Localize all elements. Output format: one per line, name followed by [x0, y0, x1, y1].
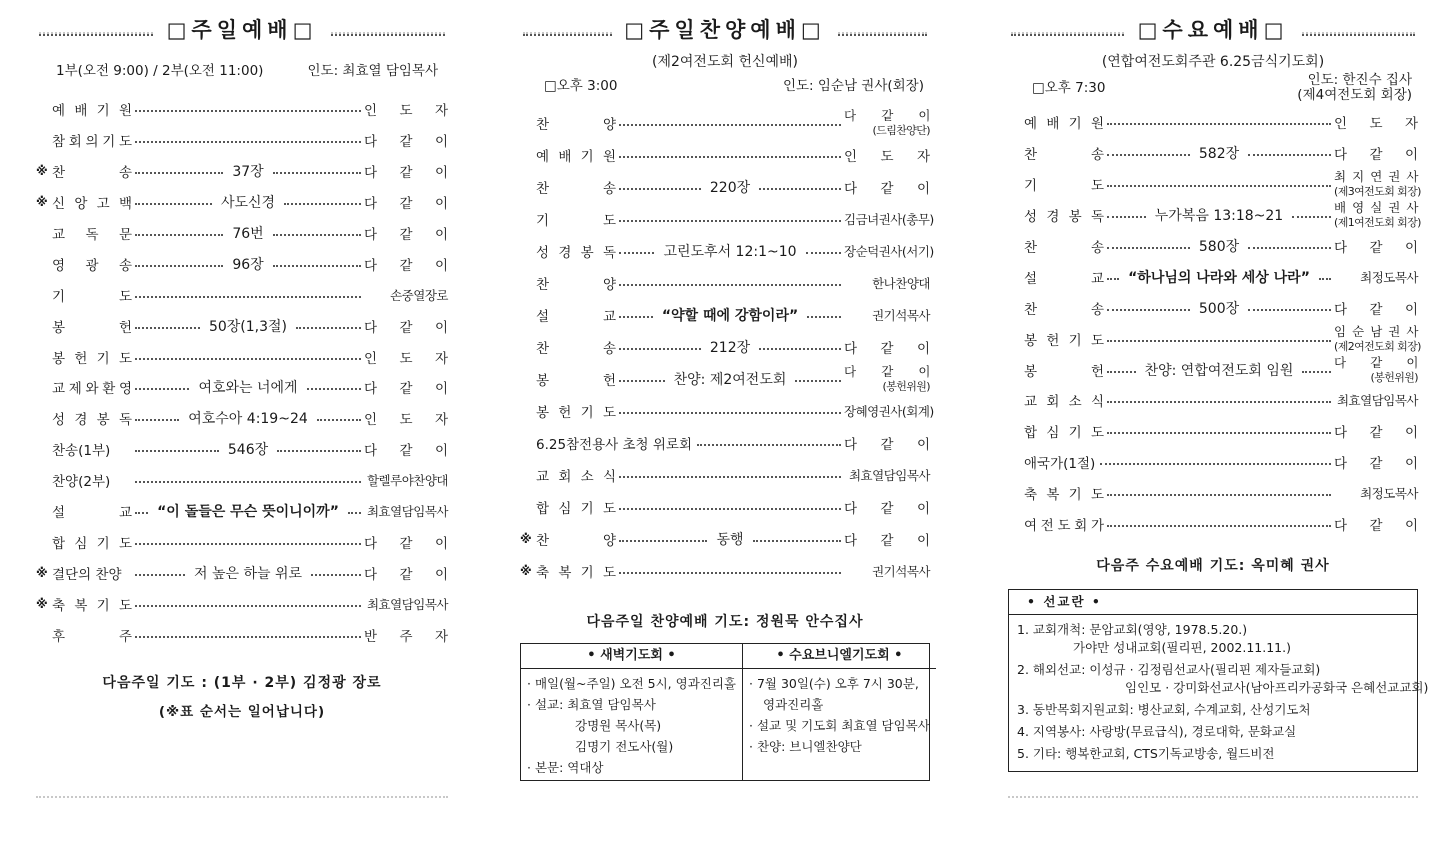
- item-leader: 한나찬양대: [872, 276, 930, 291]
- item-detail: 546장: [222, 439, 274, 459]
- leader-dots: [1107, 247, 1190, 249]
- leader-dots: [277, 450, 361, 452]
- order-item: [1008, 416, 1418, 447]
- mission-line-cont: 가야만 성내교회(필리핀, 2002.11.11.): [1073, 640, 1291, 656]
- item-label: 성 경 봉 독: [536, 245, 616, 261]
- leader-dots: [759, 348, 841, 350]
- box-line: · 본문: 역대상: [527, 760, 604, 775]
- order-item: [36, 310, 448, 341]
- box-title: • 새벽기도회 •: [521, 644, 742, 669]
- leader-dots: [1248, 309, 1331, 311]
- box-line: · 설교 및 기도회 최효열 담임목사: [749, 718, 930, 733]
- leader-dots: [135, 203, 212, 205]
- item-label: 예 배 기 원: [536, 149, 616, 165]
- order-item: [1008, 169, 1421, 200]
- item-leader: 인 도 자: [364, 350, 448, 367]
- item-label: 결단의 찬양: [52, 566, 122, 583]
- leader-dots: [619, 348, 701, 350]
- item-leader: 다 같 이: [1334, 518, 1418, 535]
- box-line: 강명원 목사(목): [575, 718, 662, 733]
- item-detail: 사도신경: [215, 192, 281, 212]
- mission-title: • 선교란 •: [1009, 590, 1417, 615]
- order-item: [1008, 261, 1418, 292]
- order-item: [1008, 447, 1418, 478]
- item-leader: 반 주 자: [364, 628, 448, 645]
- item-leader: 장순덕권사(서기): [844, 244, 934, 259]
- leader-dots: [619, 476, 841, 478]
- item-leader: 다 같 이: [844, 533, 930, 549]
- item-label: 합 심 기 도: [536, 501, 616, 517]
- item-detail: 500장: [1193, 298, 1245, 318]
- item-label: 합 심 기 도: [52, 535, 132, 552]
- item-leader: 다 같 이: [364, 443, 448, 460]
- item-label: 찬 송: [536, 181, 616, 197]
- leader-dots: [1107, 278, 1119, 280]
- item-detail: 누가복음 13:18~21: [1149, 205, 1289, 225]
- order-item: [1008, 323, 1421, 354]
- leader-dots: [284, 203, 361, 205]
- item-label: 예 배 기 원: [1024, 116, 1104, 133]
- leader-dots: [135, 358, 361, 360]
- item-label: 교 회 소 식: [1024, 394, 1104, 411]
- leader-dots: [697, 444, 841, 446]
- item-leader: 인 도 자: [1334, 116, 1418, 133]
- leader-dots: [619, 220, 841, 222]
- order-item: [36, 526, 448, 557]
- order-item: [520, 299, 930, 331]
- item-leader: 다 같 이: [364, 257, 448, 274]
- item-label: 찬 송: [1024, 240, 1104, 256]
- sunday-praise-column: [520, 0, 934, 781]
- item-label: 찬 양: [536, 277, 616, 293]
- box-title: • 수요브니엘기도회 •: [743, 644, 936, 669]
- next-week-prayer: 다음주일 찬양예배 기도: 정원묵 안수집사: [586, 614, 864, 630]
- order-item: [36, 588, 448, 619]
- item-leader: 다 같 이 (봉헌위원): [844, 364, 930, 393]
- leader-dots: [619, 572, 841, 574]
- item-detail: 37장: [226, 161, 269, 181]
- item-leader: 다 같 이: [364, 566, 448, 583]
- item-leader: 다 같 이: [844, 501, 930, 517]
- item-leader: 손중열장로: [390, 287, 448, 303]
- leader-dots: [619, 540, 707, 542]
- order-item: [520, 331, 930, 363]
- item-label: 교 회 소 식: [536, 469, 616, 485]
- item-leader: 다 같 이: [844, 437, 930, 453]
- leader-dots: [135, 636, 361, 638]
- wednesday-prayer-box: [742, 644, 936, 780]
- item-label: 봉 헌: [52, 319, 132, 336]
- order-item: [1008, 292, 1418, 323]
- order-item: [520, 139, 930, 171]
- leader-dots: [273, 265, 361, 267]
- item-detail: 여호수아 4:19~24: [182, 408, 314, 428]
- prayer-meetings: [520, 643, 930, 781]
- item-label: 축 복 기 도: [1024, 487, 1104, 504]
- order-item: [1008, 107, 1418, 138]
- item-label: 봉 헌: [1024, 363, 1104, 380]
- item-detail: 저 높은 하늘 위로: [188, 563, 308, 583]
- leader-dots: [135, 110, 361, 112]
- box-line: · 설교: 최효열 담임목사: [527, 697, 656, 712]
- dawn-prayer-box: [521, 644, 742, 780]
- order-item: [520, 107, 930, 139]
- next-week-prayer: 다음주 수요예배 기도: 옥미혜 권사: [1096, 558, 1330, 575]
- mission-line: 5. 기타: 행복한교회, CTS기독교방송, 월드비전: [1017, 746, 1275, 762]
- item-leader: 다 같 이: [1334, 240, 1418, 256]
- item-detail: 고린도후서 12:1~10: [657, 241, 802, 261]
- leader-dots: [135, 388, 189, 390]
- section-title: □주일찬양예배□: [612, 14, 837, 46]
- item-leader: 인 도 자: [364, 103, 448, 120]
- leader-dots: [759, 188, 841, 190]
- item-leader: 다 같 이: [1334, 425, 1418, 442]
- item-leader: 배 영 실 권 사 (제1여전도회 회장): [1334, 200, 1421, 230]
- order-item: [1008, 138, 1418, 169]
- leader-dots: [1319, 278, 1331, 280]
- leader-dots: [135, 574, 185, 576]
- item-detail: “약할 때에 강함이라”: [656, 305, 804, 325]
- order-item: [1008, 231, 1418, 262]
- item-leader: 다 같 이: [844, 341, 930, 357]
- leader-dots: [135, 265, 223, 267]
- section-title: □수요예배□: [1126, 14, 1301, 46]
- leader-dots: [135, 481, 361, 483]
- order-item: [36, 279, 448, 310]
- box-line: 김명기 전도사(월): [575, 739, 674, 754]
- item-label: 신 앙 고 백: [52, 196, 132, 213]
- item-label: 영 광 송: [52, 257, 132, 274]
- leader-dots: [619, 156, 841, 158]
- item-leader: 권기석목사: [872, 308, 930, 323]
- item-label: 설 교: [1024, 270, 1104, 287]
- mission-box: [1008, 589, 1429, 772]
- service-info: [1008, 73, 1418, 103]
- item-label: 성 경 봉 독: [1024, 209, 1104, 226]
- item-leader: 장혜영권사(회계): [844, 404, 934, 419]
- order-item: [1008, 478, 1418, 509]
- leader-dots: [619, 380, 665, 382]
- leader-dots: [619, 252, 654, 254]
- leader-dots: [1107, 123, 1331, 125]
- item-detail: 50장(1,3절): [203, 316, 293, 336]
- order-item: [520, 427, 930, 459]
- item-label: 참 회 의 기 도: [52, 134, 132, 151]
- section-title: □주일예배□: [155, 14, 330, 46]
- item-leader: 다 같 이: [1334, 301, 1418, 318]
- item-label: 설 교: [52, 505, 132, 522]
- mission-line: 1. 교회개척: 문암교회(영양, 1978.5.20.): [1017, 622, 1248, 638]
- stand-mark: ※: [520, 532, 532, 546]
- leader-dots: [1107, 432, 1331, 434]
- item-leader: 다 같 이: [1334, 147, 1418, 164]
- leader-dots: [1107, 154, 1190, 156]
- order-of-worship: [520, 107, 934, 587]
- item-label: 찬 송: [1024, 301, 1104, 318]
- item-leader: 최효열담임목사: [848, 468, 930, 483]
- order-item: [36, 496, 448, 527]
- item-leader: 다 같 이: [364, 165, 448, 182]
- item-leader: 최정도목사: [1360, 269, 1419, 285]
- order-item: [36, 403, 448, 434]
- item-detail: 582장: [1193, 143, 1245, 163]
- service-leader: 인도: 한진수 집사 (제4여전도회 회장): [1297, 72, 1412, 103]
- box-line: · 매일(월~주일) 오전 5시, 영과진리홀: [527, 676, 736, 691]
- box-line: · 찬양: 브니엘찬양단: [749, 739, 862, 754]
- leader-dots: [311, 574, 361, 576]
- item-label: 봉 헌: [536, 373, 616, 389]
- item-leader: 다 같 이 (드림찬양단): [844, 108, 930, 137]
- item-leader: 인 도 자: [364, 412, 448, 429]
- service-time: □오후 3:00: [544, 78, 618, 94]
- box-line: · 7월 30일(수) 오후 7시 30분,: [749, 676, 919, 691]
- leader-dots: [1107, 185, 1331, 187]
- order-item: [520, 459, 930, 491]
- leader-dots: [1107, 401, 1331, 403]
- leader-dots: [135, 450, 219, 452]
- order-item: [36, 125, 448, 156]
- order-item: [520, 491, 930, 523]
- leader-dots: [317, 419, 361, 421]
- section-header: [1008, 14, 1418, 50]
- item-label: 합 심 기 도: [1024, 425, 1104, 442]
- item-label: 찬 송: [536, 341, 616, 357]
- item-leader: 할렐루야찬양대: [366, 473, 448, 489]
- item-leader: 권기석목사: [872, 564, 930, 579]
- item-label: 봉 헌 기 도: [52, 350, 132, 367]
- leader-dots: [135, 234, 223, 236]
- leader-dots: [135, 512, 148, 514]
- leader-dots: [1107, 371, 1136, 373]
- stand-mark: ※: [36, 164, 48, 179]
- leader-dots: [619, 412, 841, 414]
- item-label: 찬 양: [536, 117, 616, 133]
- item-leader: 김금녀권사(총무): [844, 212, 934, 227]
- order-item: [36, 248, 448, 279]
- mission-line: 2. 해외선교: 이성규 · 김정림선교사(필리핀 제자들교회): [1017, 662, 1321, 678]
- standing-note: (※표 순서는 일어납니다): [158, 704, 326, 721]
- leader-dots: [1107, 309, 1190, 311]
- item-leader: 다 같 이: [844, 181, 930, 197]
- item-label: 기 도: [52, 288, 132, 305]
- service-times: 1부(오전 9:00) / 2부(오전 11:00): [56, 63, 264, 79]
- item-leader: 다 같 이: [364, 381, 448, 398]
- item-leader: 최효열담임목사: [366, 596, 448, 612]
- order-item: [520, 235, 934, 267]
- order-item: [520, 171, 930, 203]
- item-label: 기 도: [1024, 178, 1104, 195]
- order-item: [520, 555, 930, 587]
- leader-dots: [807, 316, 841, 318]
- item-leader: 최효열담임목사: [366, 504, 449, 520]
- leader-dots: [619, 284, 841, 286]
- item-label: 여 전 도 회 가: [1024, 518, 1104, 535]
- leader-dots: [135, 141, 361, 143]
- item-label: 후 주: [52, 628, 132, 645]
- mission-line: 3. 동반목회지원교회: 병산교회, 수계교회, 산성기도처: [1017, 702, 1311, 718]
- order-item: [36, 94, 448, 125]
- item-leader: 다 같 이: [364, 196, 448, 213]
- mission-line-cont: 임인모 · 강미화선교사(남아프리카공화국 은혜선교교회): [1125, 680, 1429, 696]
- order-item: [36, 218, 448, 249]
- leader-dots: [348, 512, 361, 514]
- item-detail: 찬양: 제2여전도회: [668, 369, 793, 389]
- service-time: □오후 7:30: [1032, 80, 1106, 96]
- leader-dots: [1100, 463, 1331, 465]
- item-label: 봉 헌 기 도: [536, 405, 616, 421]
- leader-dots: [806, 252, 841, 254]
- order-item: [520, 267, 930, 299]
- item-leader: 최정도목사: [1360, 486, 1418, 502]
- order-item: [36, 372, 448, 403]
- mission-line: 4. 지역봉사: 사랑방(무료급식), 경로대학, 문화교실: [1017, 724, 1297, 740]
- item-leader: 최효열담임목사: [1336, 393, 1418, 409]
- order-item: [1008, 200, 1421, 231]
- leader-dots: [135, 605, 361, 607]
- leader-dots: [135, 296, 361, 298]
- stand-mark: ※: [36, 195, 48, 210]
- stand-mark: ※: [36, 596, 48, 611]
- leader-dots: [1107, 494, 1331, 496]
- leader-dots: [1107, 216, 1146, 218]
- leader-dots: [1248, 154, 1331, 156]
- item-detail: 동행: [710, 529, 749, 549]
- leader-dots: [795, 380, 841, 382]
- item-label: 축 복 기 도: [536, 565, 616, 581]
- item-leader: 다 같 이: [364, 227, 448, 243]
- item-leader: 다 같 이: [364, 134, 448, 151]
- order-of-worship: [1008, 107, 1421, 539]
- leader-dots: [307, 388, 361, 390]
- wednesday-service-column: [1008, 0, 1429, 772]
- leader-dots: [619, 508, 841, 510]
- box-line: 영과진리홀: [763, 697, 824, 712]
- item-detail: 220장: [704, 177, 756, 197]
- item-label: 찬 양: [536, 533, 616, 549]
- item-label: 찬양(2부): [52, 474, 111, 491]
- order-item: [36, 465, 448, 496]
- order-item: [520, 523, 930, 555]
- order-item: [36, 341, 448, 372]
- section-header: [36, 14, 448, 50]
- leader-dots: [273, 234, 361, 236]
- item-leader: 임 순 남 권 사 (제2여전도회 회장): [1334, 323, 1421, 353]
- item-detail: “하나님의 나라와 세상 나라”: [1122, 267, 1316, 287]
- item-label: 애국가(1절): [1024, 456, 1096, 473]
- item-detail: 여호와는 너에게: [192, 377, 303, 397]
- service-info: [36, 58, 448, 84]
- item-leader: 최 지 연 권 사 (제3여전도회 회장): [1334, 169, 1421, 199]
- item-detail: 76번: [226, 223, 269, 243]
- section-subtitle: (연합여전도회주관 6.25금식기도회): [1101, 54, 1325, 70]
- order-item: [36, 434, 448, 465]
- leader-dots: [753, 540, 841, 542]
- leader-dots: [135, 543, 361, 545]
- leader-dots: [296, 327, 361, 329]
- stand-mark: ※: [36, 565, 48, 580]
- leader-dots: [619, 316, 653, 318]
- order-item: [36, 557, 448, 588]
- item-label: 찬송(1부): [52, 443, 111, 460]
- order-item: [520, 395, 934, 427]
- item-label: 찬 송: [1024, 147, 1104, 164]
- item-detail: 96장: [226, 254, 269, 274]
- item-leader: 다 같 이: [364, 319, 448, 336]
- item-label: 6.25참전용사 초청 위로회: [536, 437, 693, 453]
- leader-dots: [135, 327, 200, 329]
- order-item: [520, 363, 930, 395]
- order-item: [36, 156, 448, 187]
- next-week-prayer: 다음주일 기도 : (1부 · 2부) 김정광 장로: [102, 675, 382, 692]
- order-item: [1008, 385, 1418, 416]
- item-label: 예 배 기 원: [52, 103, 132, 120]
- service-leader: 인도: 임순남 권사(회장): [782, 78, 924, 94]
- leader-dots: [1302, 371, 1331, 373]
- leader-dots: [619, 124, 841, 126]
- item-label: 교 독 문: [52, 227, 132, 243]
- leader-dots: [619, 188, 701, 190]
- leader-dots: [1292, 216, 1331, 218]
- section-subtitle: (제2여전도회 헌신예배): [652, 54, 798, 70]
- item-detail: 580장: [1193, 236, 1245, 256]
- item-label: 설 교: [536, 309, 616, 325]
- item-detail: “이 돌들은 무슨 뜻이니이까”: [151, 501, 345, 521]
- item-leader: 다 같 이: [364, 535, 448, 552]
- item-detail: 찬양: 연합여전도회 임원: [1139, 360, 1300, 380]
- stand-mark: ※: [520, 564, 532, 578]
- section-header: [520, 14, 930, 50]
- leader-dots: [1107, 525, 1331, 527]
- order-item: [1008, 509, 1418, 540]
- order-of-worship: [36, 94, 448, 650]
- item-label: 봉 헌 기 도: [1024, 332, 1104, 349]
- leader-dots: [135, 172, 223, 174]
- item-label: 축 복 기 도: [52, 597, 132, 614]
- item-label: 기 도: [536, 213, 616, 229]
- leader-dots: [273, 172, 361, 174]
- item-leader: 다 같 이: [1334, 456, 1418, 473]
- leader-dots: [1107, 340, 1331, 342]
- order-item: [520, 203, 934, 235]
- order-item: [36, 619, 448, 650]
- item-label: 성 경 봉 독: [52, 412, 132, 429]
- service-leader: 인도: 최효열 담임목사: [307, 63, 438, 79]
- leader-dots: [135, 419, 179, 421]
- item-leader: 다 같 이 (봉헌위원): [1334, 354, 1419, 384]
- item-label: 교 제 와 환 영: [52, 381, 132, 398]
- item-detail: 212장: [704, 337, 756, 357]
- sunday-service-column: [36, 0, 448, 720]
- order-item: [1008, 354, 1418, 385]
- item-leader: 인 도 자: [844, 149, 930, 165]
- service-info: [520, 73, 930, 99]
- order-item: [36, 187, 448, 218]
- leader-dots: [1248, 247, 1331, 249]
- item-label: 찬 송: [52, 165, 132, 182]
